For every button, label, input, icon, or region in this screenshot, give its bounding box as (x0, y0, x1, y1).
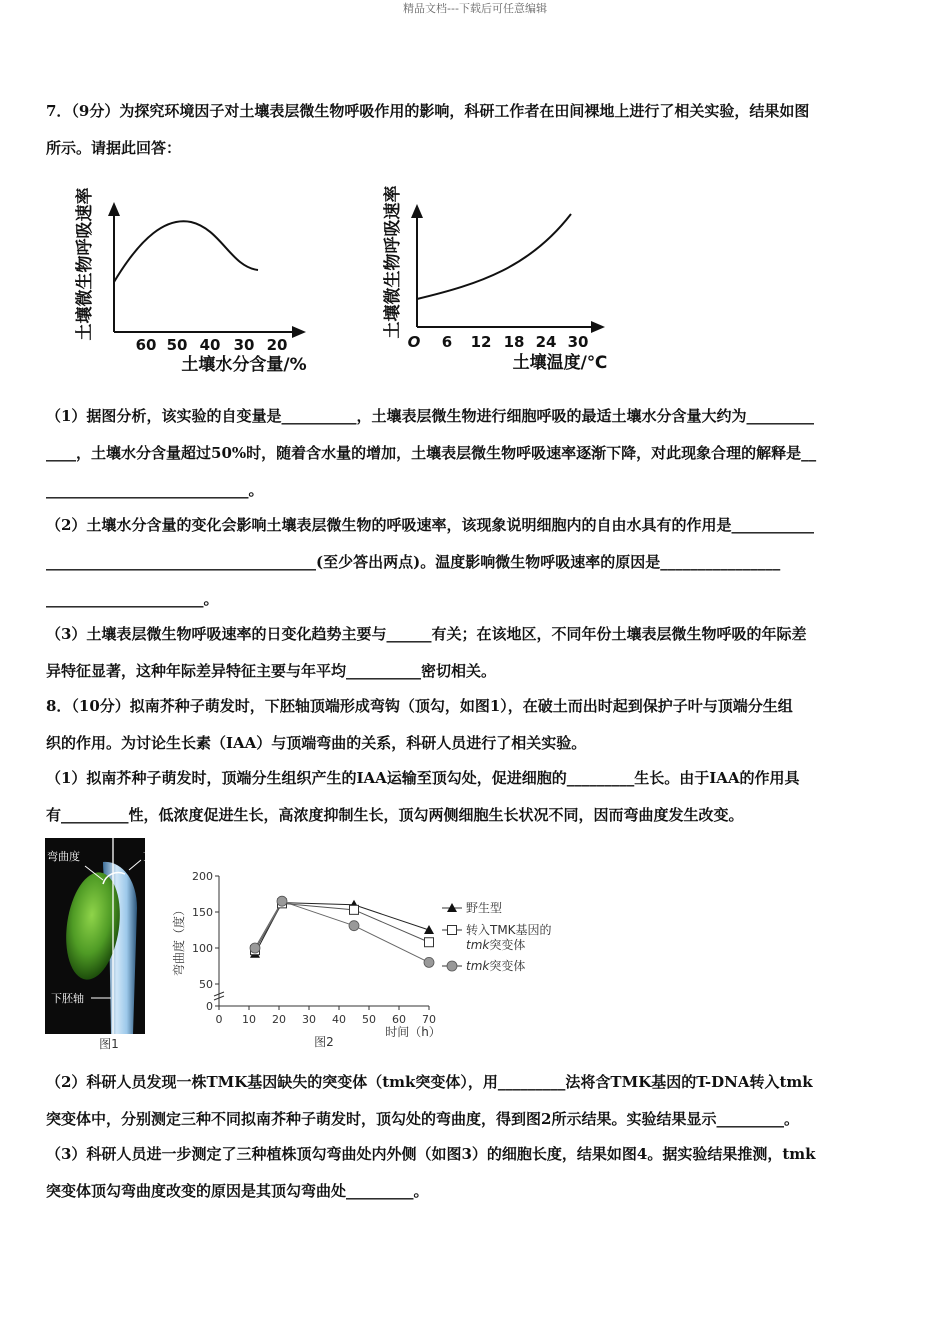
fig2-series-line (255, 903, 429, 954)
soil-water-tick-50: 50 (166, 336, 188, 354)
q7-sub2-line-2: ____________________________________(至少答出两点)。温度影响微生物呼吸速率的原因是________________ (46, 553, 781, 571)
q8-intro-line-2: 织的作用。为讨论生长素（IAA）与顶端弯曲的关系，科研人员进行了相关实验。 (46, 734, 587, 752)
q7-intro-line-2: 所示。请据此回答： (46, 139, 182, 157)
q7-sub3-line-2: 异特征显著，这种年际差异特征主要与年平均__________密切相关。 (46, 662, 497, 680)
fig2-legend-label-italic: tmk (466, 959, 490, 973)
soil-temp-x-arrow (591, 321, 605, 333)
q7-sub1-line-2: ____，土壤水分含量超过50%时，随着含水量的增加，土壤表层微生物呼吸速率逐渐下降，对此现象合理的解释是__ (46, 444, 817, 462)
q8-sub3-line-1: （3）科研人员进一步测定了三种植株顶勾弯曲处内外侧（如图3）的细胞长度，结果如图4。据实验结果推测，tmk (46, 1145, 816, 1163)
fig2-y-tick-label: 200 (192, 870, 213, 883)
q7-sub2-line-3: _____________________。 (46, 590, 219, 608)
fig2-x-tick-label: 30 (302, 1013, 316, 1026)
fig2-legend-label-rest: 突变体 (489, 959, 526, 973)
soil-temp-ylabel: 土壤微生物呼吸速率 (383, 185, 403, 339)
fig2-legend-label: 转入TMK基因的 (466, 923, 552, 937)
q7-sub2-line-1: （2）土壤水分含量的变化会影响土壤表层微生物的呼吸速率，该现象说明细胞内的自由水具有的作用是___________ (46, 516, 814, 534)
soil-temp-tick-6: 6 (441, 333, 453, 351)
soil-temp-tick-12: 12 (470, 333, 492, 351)
hypocotyl-label: 下胚轴 (51, 992, 84, 1005)
soil-temp-xlabel: 土壤温度/℃ (512, 353, 608, 373)
q7-intro-line-1: 7．（9分）为探究环境因子对土壤表层微生物呼吸作用的影响，科研工作者在田间裸地上进行了相关实验，结果如图 (46, 102, 810, 120)
fig2-x-tick-label: 10 (242, 1013, 256, 1026)
fig2-x-tick-label: 60 (392, 1013, 406, 1026)
q7-sub3-line-1: （3）土壤表层微生物呼吸速率的日变化趋势主要与______有关；在该地区，不同年份土壤表层微生物呼吸的年际差 (46, 625, 807, 643)
soil-temperature-chart (380, 172, 630, 382)
fig2-legend-marker (447, 961, 457, 971)
soil-water-xlabel: 土壤水分含量/% (181, 355, 307, 375)
figure-1-seedling (45, 838, 175, 1056)
q8-sub1-line-2: 有_________性，低浓度促进生长，高浓度抑制生长，顶勾两侧细胞生长状况不同，因而弯曲度发生改变。 (46, 806, 744, 824)
fig2-legend-label-italic: tmk (466, 938, 490, 952)
soil-water-tick-30: 30 (233, 336, 255, 354)
soil-temp-y-arrow (411, 204, 423, 218)
q8-sub2-line-1: （2）科研人员发现一株TMK基因缺失的突变体（tmk突变体），用_________法将含TMK基因的T-DNA转入tmk (46, 1073, 813, 1091)
fig2-x-tick-label: 40 (332, 1013, 346, 1026)
fig2-series-line (255, 903, 429, 950)
fig2-series-line (255, 901, 429, 962)
soil-temp-curve (417, 214, 571, 299)
page-header: 精品文档---下载后可任意编辑 (403, 2, 547, 15)
fig2-legend-marker (448, 926, 457, 935)
fig2-data-point (277, 896, 287, 906)
fig2-x-tick-label: 20 (272, 1013, 286, 1026)
hook-label: 顶勾 (143, 850, 165, 863)
fig2-y-tick-label: 100 (192, 942, 213, 955)
fig2-data-point (424, 925, 434, 934)
soil-water-curve (114, 221, 258, 282)
soil-water-ylabel-text: 土壤微生物呼吸速率 (75, 187, 95, 341)
fig2-data-point (424, 957, 434, 967)
fig2-legend-label: 野生型 (466, 901, 503, 915)
soil-water-chart (46, 172, 336, 382)
soil-water-ylabel (74, 188, 95, 341)
fig2-x-tick-label: 0 (215, 1013, 223, 1026)
fig2-legend-label (466, 958, 525, 973)
fig2-y-tick-label: 0 (206, 1000, 213, 1013)
fig2-legend-label-rest: 突变体 (489, 938, 526, 952)
fig2-data-point (425, 938, 434, 947)
soil-temp-tick-24: 24 (535, 333, 557, 351)
fig2-x-tick-label: 50 (362, 1013, 376, 1026)
soil-temp-tick-18: 18 (503, 333, 525, 351)
fig2-legend-label (466, 937, 525, 952)
soil-water-x-arrow (292, 326, 306, 338)
soil-water-tick-20: 20 (266, 336, 288, 354)
figure-2-caption: 图2 (314, 1035, 334, 1049)
bend-degree-label: 弯曲度 (47, 850, 80, 863)
figure-1-caption: 图1 (99, 1037, 119, 1051)
fig2-xlabel: 时间（h） (385, 1025, 441, 1039)
soil-water-y-arrow (108, 202, 120, 216)
q7-sub1-line-3: ___________________________。 (46, 481, 264, 499)
fig2-y-tick-label: 50 (199, 978, 213, 991)
soil-temp-tick-30: 30 (567, 333, 589, 351)
figure-2-bend-chart (170, 862, 570, 1052)
fig2-ylabel: 弯曲度（度） (172, 903, 186, 977)
soil-temp-origin: O (407, 333, 421, 351)
q8-intro-line-1: 8．（10分）拟南芥种子萌发时，下胚轴顶端形成弯钩（顶勾，如图1），在破土而出时起到保护子叶与顶端分生组 (46, 697, 793, 715)
fig2-data-point (350, 905, 359, 914)
fig2-data-point (250, 943, 260, 953)
fig2-x-tick-label: 70 (422, 1013, 436, 1026)
q8-sub2-line-2: 突变体中，分别测定三种不同拟南芥种子萌发时，顶勾处的弯曲度，得到图2所示结果。实验结果显示_________。 (46, 1110, 799, 1128)
soil-water-tick-60: 60 (135, 336, 157, 354)
fig2-y-tick-label: 150 (192, 906, 213, 919)
fig2-data-point (349, 921, 359, 931)
q7-sub1-line-1: （1）据图分析，该实验的自变量是__________，土壤表层微生物进行细胞呼吸的最适土壤水分含量大约为_________ (46, 407, 814, 425)
q8-sub1-line-1: （1）拟南芥种子萌发时，顶端分生组织产生的IAA运输至顶勾处，促进细胞的_________生长。由于IAA的作用具 (46, 769, 800, 787)
q8-sub3-line-2: 突变体顶勾弯曲度改变的原因是其顶勾弯曲处_________。 (46, 1182, 429, 1200)
soil-water-tick-40: 40 (199, 336, 221, 354)
